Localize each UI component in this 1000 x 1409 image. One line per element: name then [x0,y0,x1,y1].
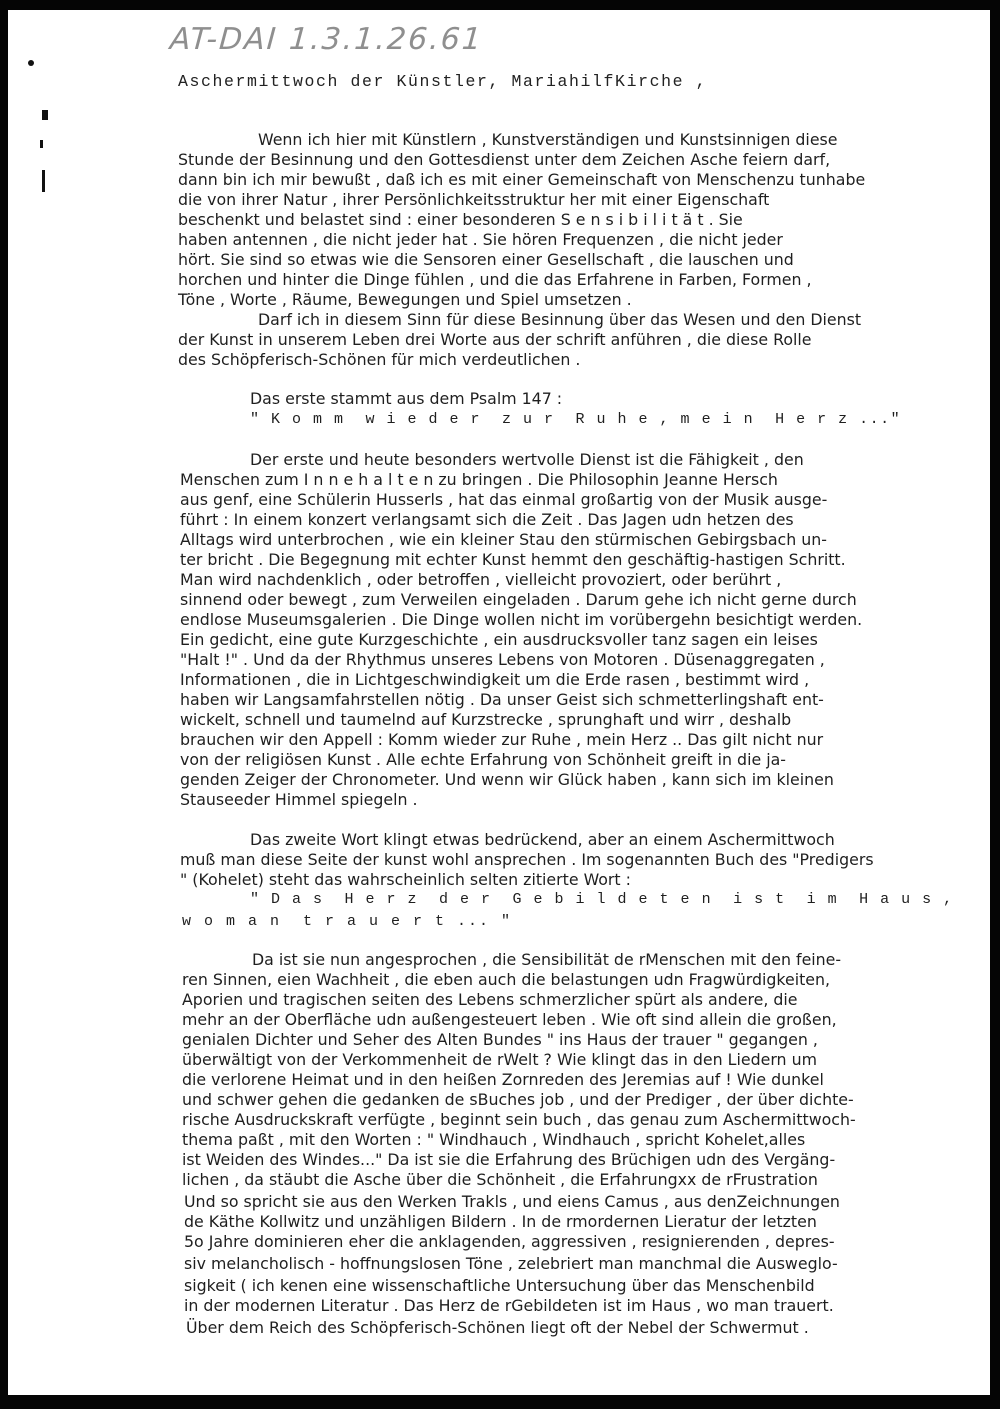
document-heading: Aschermittwoch der Künstler, MariahilfKirche , [178,72,708,91]
text-line: Das erste stammt aus dem Psalm 147 : [250,389,563,408]
text-line: Über dem Reich des Schöpferisch-Schönen liegt oft der Nebel der Schwermut . [186,1318,809,1337]
binding-mark [40,140,43,148]
text-line: Stunde der Besinnung und den Gottesdienst unter dem Zeichen Asche feiern darf, [178,150,831,169]
text-line: genden Zeiger der Chronometer. Und wenn wir Glück haben , kann sich im kleinen [180,770,834,789]
scan-border-bottom [0,1395,1000,1409]
text-line: Und so spricht sie aus den Werken Trakls , und eiens Camus , aus denZeichnungen [184,1192,840,1211]
text-line: die von ihrer Natur , ihrer Persönlichkeitsstruktur her mit einer Eigenschaft [178,190,770,209]
text-line: Stauseeder Himmel spiegeln . [180,790,418,809]
text-line: Menschen zum I n n e h a l t e n zu bringen . Die Philosophin Jeanne Hersch [180,470,778,489]
text-line: aus genf, eine Schülerin Husserls , hat das einmal großartig von der Musik ausge- [180,490,828,509]
quote-line: w o m a n t r a u e r t ... " [182,913,513,930]
text-line: Man wird nachdenklich , oder betroffen , vielleicht provoziert, oder berührt , [180,570,782,589]
text-line: ter bricht . Die Begegnung mit echter Kunst hemmt den geschäftig-hastigen Schritt. [180,550,846,569]
text-line: Töne , Worte , Räume, Bewegungen und Spiel umsetzen . [178,290,632,309]
text-line: sinnend oder bewegt , zum Verweilen eingeladen . Darum gehe ich nicht gerne durch [180,590,857,609]
text-line: in der modernen Literatur . Das Herz de rGebildeten ist im Haus , wo man trauert. [184,1296,834,1315]
binding-mark [42,170,45,192]
text-line: führt : In einem konzert verlangsamt sich die Zeit . Das Jagen udn hetzen des [180,510,794,529]
text-line: Wenn ich hier mit Künstlern , Kunstverständigen und Kunstsinnigen diese [258,130,838,149]
text-line: Informationen , die in Lichtgeschwindigkeit um die Erde rasen , bestimmt wird , [180,670,810,689]
text-line: lichen , da stäubt die Asche über die Schönheit , die Erfahrungxx de rFrustration [182,1170,818,1189]
text-line: Das zweite Wort klingt etwas bedrückend, aber an einem Aschermittwoch [250,830,835,849]
binding-mark [28,60,34,66]
text-line: sigkeit ( ich kenen eine wissenschaftliche Untersuchung über das Menschenbild [184,1276,815,1295]
text-line: thema paßt , mit den Worten : " Windhauch , Windhauch , spricht Kohelet,alles [182,1130,806,1149]
text-line: wickelt, schnell und taumelnd auf Kurzstrecke , sprunghaft und wirr , deshalb [180,710,792,729]
text-line: haben antennen , die nicht jeder hat . Sie hören Frequenzen , die nicht jeder [178,230,783,249]
text-line: muß man diese Seite der kunst wohl ansprechen . Im sogenannten Buch des "Predigers [180,850,874,869]
text-line: siv melancholisch - hoffnungslosen Töne , zelebriert man manchmal die Ausweglo- [184,1254,838,1273]
binding-mark [42,110,48,120]
text-line: Der erste und heute besonders wertvolle Dienst ist die Fähigkeit , den [250,450,804,469]
text-line: 5o Jahre dominieren eher die anklagenden, aggressiven , resignierenden , depres- [184,1232,835,1251]
scan-border-left [0,0,8,1409]
text-line: ren Sinnen, eien Wachheit , die eben auch die belastungen udn Fragwürdigkeiten, [182,970,831,989]
text-line: der Kunst in unserem Leben drei Worte aus der schrift anführen , die diese Rolle [178,330,812,349]
text-line: mehr an der Oberfläche udn außengesteuert leben . Wie oft sind allein die großen, [182,1010,837,1029]
text-line: brauchen wir den Appell : Komm wieder zur Ruhe , mein Herz .. Das gilt nicht nur [180,730,824,749]
text-line: haben wir Langsamfahrstellen nötig . Da unser Geist sich schmetterlingshaft ent- [180,690,824,709]
text-line: die verlorene Heimat und in den heißen Zornreden des Jeremias auf ! Wie dunkel [182,1070,824,1089]
text-line: horchen und hinter die Dinge fühlen , und die das Erfahrene in Farben, Formen , [178,270,812,289]
text-line: Aporien und tragischen seiten des Lebens schmerzlicher spürt als andere, die [182,990,798,1009]
text-line: beschenkt und belastet sind : einer besonderen S e n s i b i l i t ä t . Sie [178,210,743,229]
text-line: ist Weiden des Windes..." Da ist sie die Erfahrung des Brüchigen udn des Vergäng- [182,1150,836,1169]
text-line: von der religiösen Kunst . Alle echte Erfahrung von Schönheit greift in die ja- [180,750,786,769]
text-line: " (Kohelet) steht das wahrscheinlich selten zitierte Wort : [180,870,631,889]
text-line: hört. Sie sind so etwas wie die Sensoren einer Gesellschaft , die lauschen und [178,250,794,269]
text-line: de Käthe Kollwitz und unzähligen Bildern . In de rmordernen Lieratur der letzten [184,1212,817,1231]
text-line: endlose Museumsgalerien . Die Dinge wollen nicht im vorübergehn besichtigt werden. [180,610,863,629]
scan-border-right [990,0,1000,1409]
text-line: Alltags wird unterbrochen , wie ein kleiner Stau den stürmischen Gebirgsbach un- [180,530,827,549]
text-line: genialen Dichter und Seher des Alten Bundes " ins Haus der trauer " gegangen , [182,1030,818,1049]
text-line: Ein gedicht, eine gute Kurzgeschichte , ein ausdrucksvoller tanz sagen ein leises [180,630,818,649]
text-line: Darf ich in diesem Sinn für diese Besinnung über das Wesen und den Dienst [258,310,862,329]
text-line: überwältigt von der Verkommenheit de rWelt ? Wie klingt das in den Liedern um [182,1050,817,1069]
quote-line: " K o m m w i e d e r z u r R u h e , m e i n H e r z ..." [250,411,902,428]
scan-border-top [0,0,1000,10]
text-line: dann bin ich mir bewußt , daß ich es mit einer Gemeinschaft von Menschenzu tunhabe [178,170,866,189]
archive-number: AT-DAI 1.3.1.26.61 [168,22,485,57]
text-line: "Halt !" . Und da der Rhythmus unseres Lebens von Motoren . Düsenaggregaten , [180,650,825,669]
text-line: Da ist sie nun angesprochen , die Sensibilität de rMenschen mit den feine- [252,950,842,969]
text-line: des Schöpferisch-Schönen für mich verdeutlichen . [178,350,581,369]
quote-line: " D a s H e r z d e r G e b i l d e t e n i s t i m H a u s , [250,891,954,908]
text-line: und schwer gehen die gedanken de sBuches job , und der Prediger , der über dichte- [182,1090,854,1109]
text-line: rische Ausdruckskraft verfügte , beginnt sein buch , das genau zum Aschermittwoch- [182,1110,856,1129]
